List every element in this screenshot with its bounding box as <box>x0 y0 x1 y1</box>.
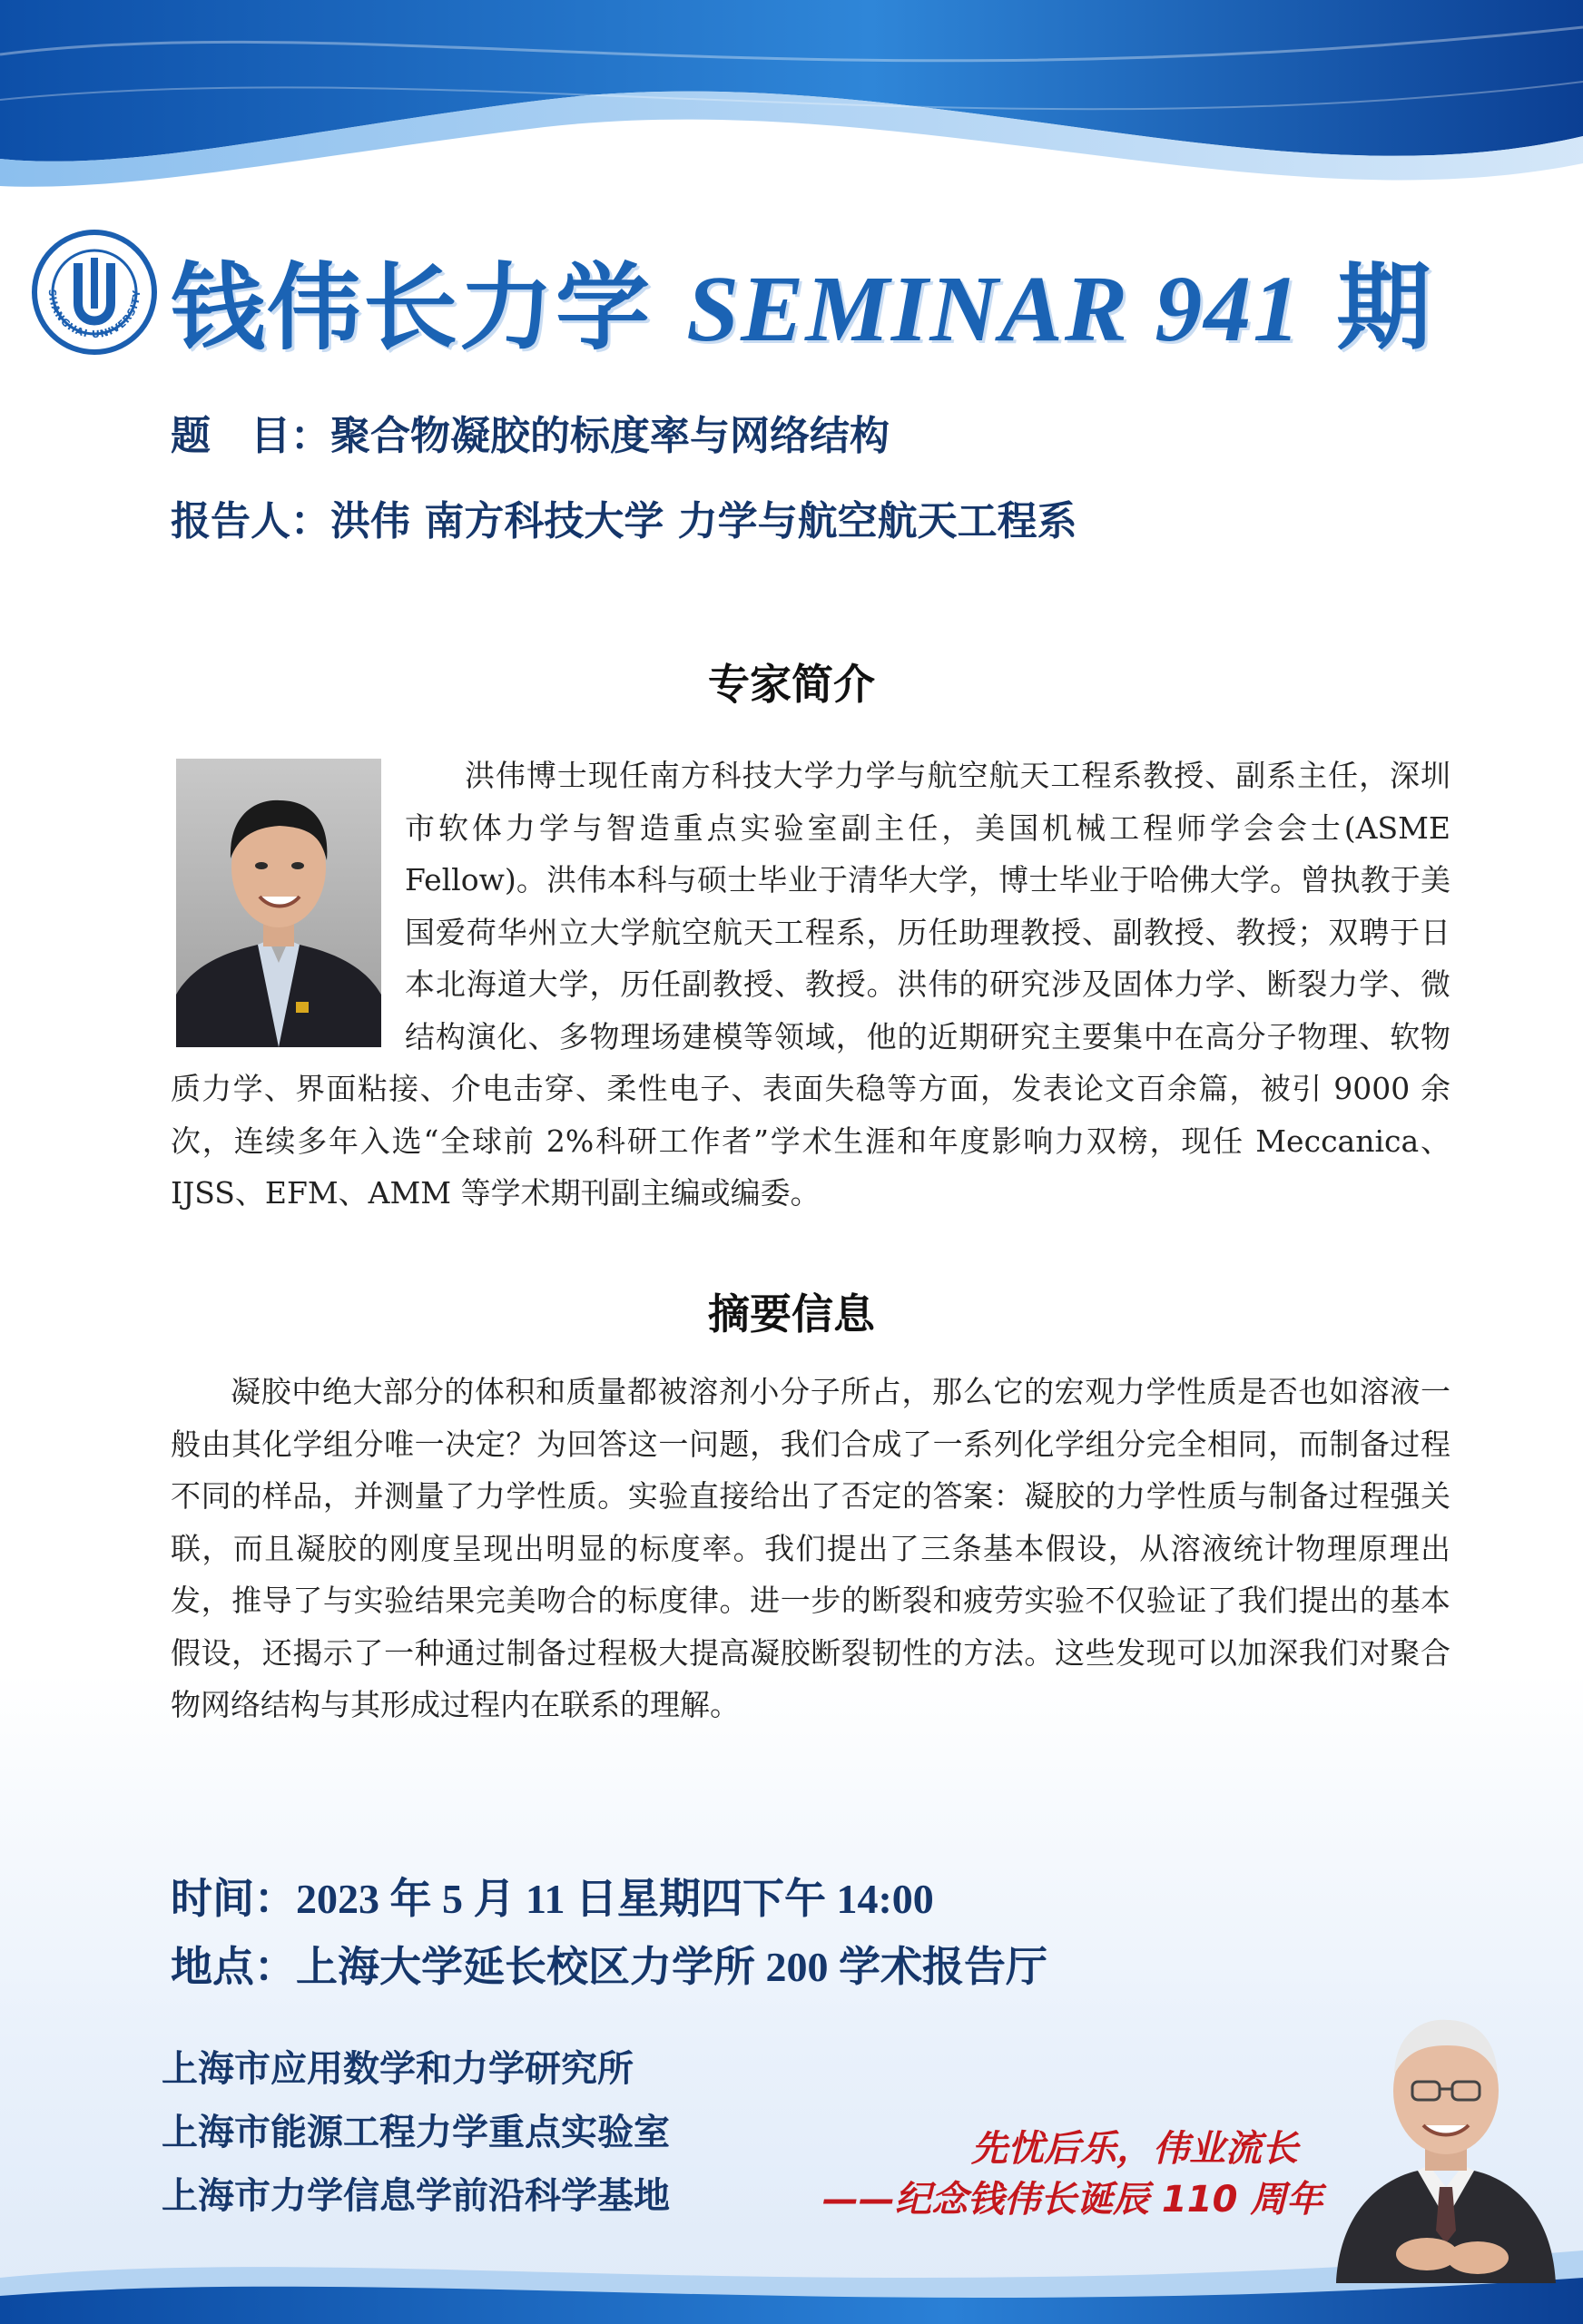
abstract-heading: 摘要信息 <box>708 1289 875 1339</box>
organizer-3: 上海市力学信息学前沿科学基地 <box>162 2175 670 2217</box>
title-cn: 钱伟长力学 <box>171 252 653 363</box>
slogan-line-1: 先忧后乐，伟业流长 <box>971 2128 1298 2170</box>
header-wave-band <box>0 0 1583 209</box>
title-suffix: 期 <box>1336 252 1433 363</box>
bio-text-block <box>171 750 1450 1220</box>
topic-value: 聚合物凝胶的标度率与网络结构 <box>330 413 890 459</box>
speaker-value: 洪伟 南方科技大学 力学与航空航天工程系 <box>330 498 1077 544</box>
time-line: 时间：2023 年 5 月 11 日星期四下午 14:00 <box>171 1876 934 1922</box>
topic-line <box>171 403 890 461</box>
seminar-title <box>171 252 1433 363</box>
organizer-2: 上海市能源工程力学重点实验室 <box>162 2112 670 2153</box>
logo-text: SHANGHAI UNIVERSITY <box>45 289 143 341</box>
bio-heading: 专家简介 <box>708 660 875 709</box>
speaker-label: 报告人： <box>171 498 330 544</box>
speaker-line <box>171 488 1077 546</box>
organizer-1: 上海市应用数学和力学研究所 <box>162 2048 634 2090</box>
abstract-paragraph: 凝胶中绝大部分的体积和质量都被溶剂小分子所占，那么它的宏观力学性质是否也如溶液一般由其化学组分唯一决定？为回答这一问题，我们合成了一系列化学组分完全相同，而制备过程不同的样品，并测量了力学性质。实验直接给出了否定的答案：凝胶的力学性质与制备过程强关联，而且凝胶的刚度呈现出明显的标度率。我们提出了三条基本假设，从溶液统计物理原理出发，推导了与实验结果完美吻合的标度律。进一步的断裂和疲劳实验不仅验证了我们提出的基本假设，还揭示了一种通过制备过程极大提高凝胶断裂韧性的方法。这些发现可以加深我们对聚合物网络结构与其形成过程内在联系的理解。 <box>171 1374 1450 1722</box>
place-line: 地点：上海大学延长校区力学所 200 学术报告厅 <box>171 1944 1047 1990</box>
shanghai-university-logo <box>31 225 158 359</box>
bio-paragraph: 洪伟博士现任南方科技大学力学与航空航天工程系教授、副系主任，深圳市软体力学与智造重点实验室副主任，美国机械工程师学会会士(ASME Fellow)。洪伟本科与硕士毕业于清华大学，博士毕业于哈佛大学。曾执教于美国爱荷华州立大学航空航天工程系，历任助理教授、副教授、教授；双聘于日本北海道大学，历任副教授、教授。洪伟的研究涉及固体力学、断裂力学、微结构演化、多物理场建模等领域，他的近期研究主要集中在高分子物理、软物质力学、界面粘接、介电击穿、柔性电子、表面失稳等方面，发表论文百余篇，被引 9000 余次，连续多年入选“全球前 2%科研工作者”学术生涯和年度影响力双榜，现任 Meccanica、IJSS、EFM、AMM 等学术期刊副主编或编委。 <box>171 758 1450 1211</box>
title-en: SEMINAR 941 <box>686 257 1303 361</box>
topic-label: 题 目： <box>171 413 330 459</box>
commemorative-portrait <box>1318 1993 1574 2283</box>
slogan-line-2: ——纪念钱伟长诞辰 110 周年 <box>822 2179 1323 2221</box>
